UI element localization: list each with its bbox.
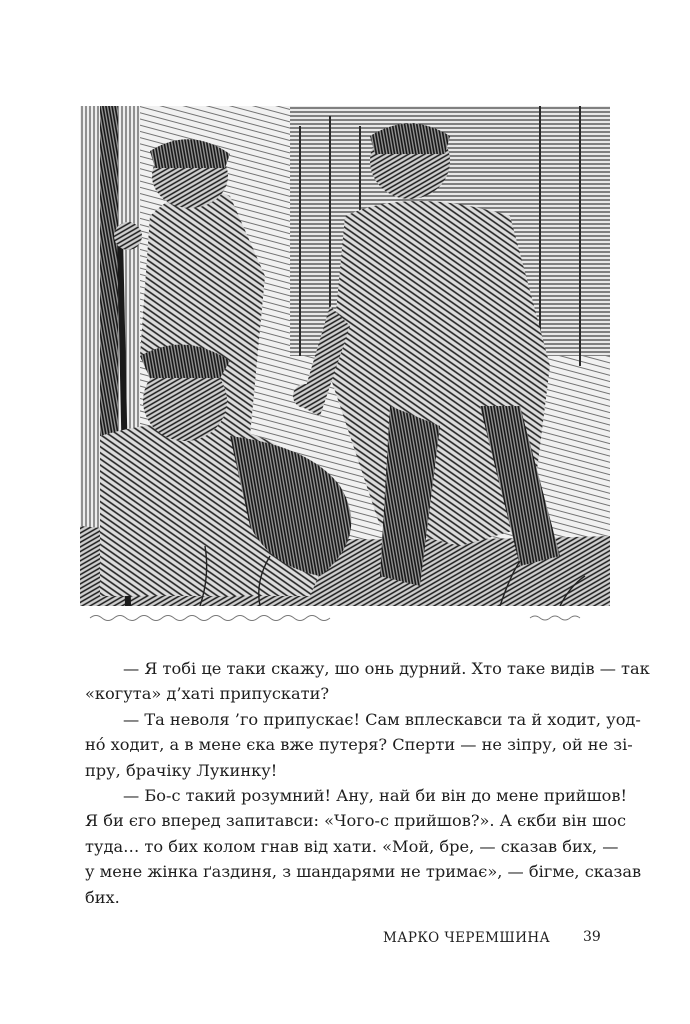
text-line: — Я тобі це таки скажу, шо онь дурний. Хто таке видів — так bbox=[123, 659, 650, 678]
paragraph-1 bbox=[85, 656, 650, 707]
text-line: — Та неволя ’го припускає! Сам вплескавси та й ходит, уод- bbox=[123, 709, 641, 729]
woodcut-illustration bbox=[80, 106, 610, 626]
text-line: нó ходит, а в мене єка вже путеря? Сперти — не зіпру, ой не зі- bbox=[85, 735, 633, 755]
text-line: пру, брачіку Лукинку! bbox=[85, 760, 278, 780]
text-line: — Бо-с такий розумний! Ану, най би він до мене прийшов! bbox=[123, 786, 628, 806]
text-line: Я би єго вперед запитавси: «Чого-с прийшов?». А єкби він шос bbox=[85, 811, 627, 831]
text-line: бих. bbox=[85, 887, 120, 907]
text-line: туда… то бих колом гнав від хати. «Мой, бре, — сказав бих, — bbox=[85, 836, 619, 856]
woodcut-engraving-icon bbox=[80, 106, 610, 626]
page-number: 39 bbox=[583, 929, 601, 945]
body-text bbox=[85, 656, 650, 910]
paragraph-2 bbox=[85, 707, 641, 783]
paragraph-3 bbox=[85, 783, 642, 910]
text-line: «когута» д’хаті припускати? bbox=[85, 684, 330, 704]
running-footer-author: МАРКО ЧЕРЕМШИНА bbox=[383, 930, 551, 946]
text-line: у мене жінка ґаздиня, з шандарями не тримає», — бігме, сказав bbox=[85, 862, 642, 882]
